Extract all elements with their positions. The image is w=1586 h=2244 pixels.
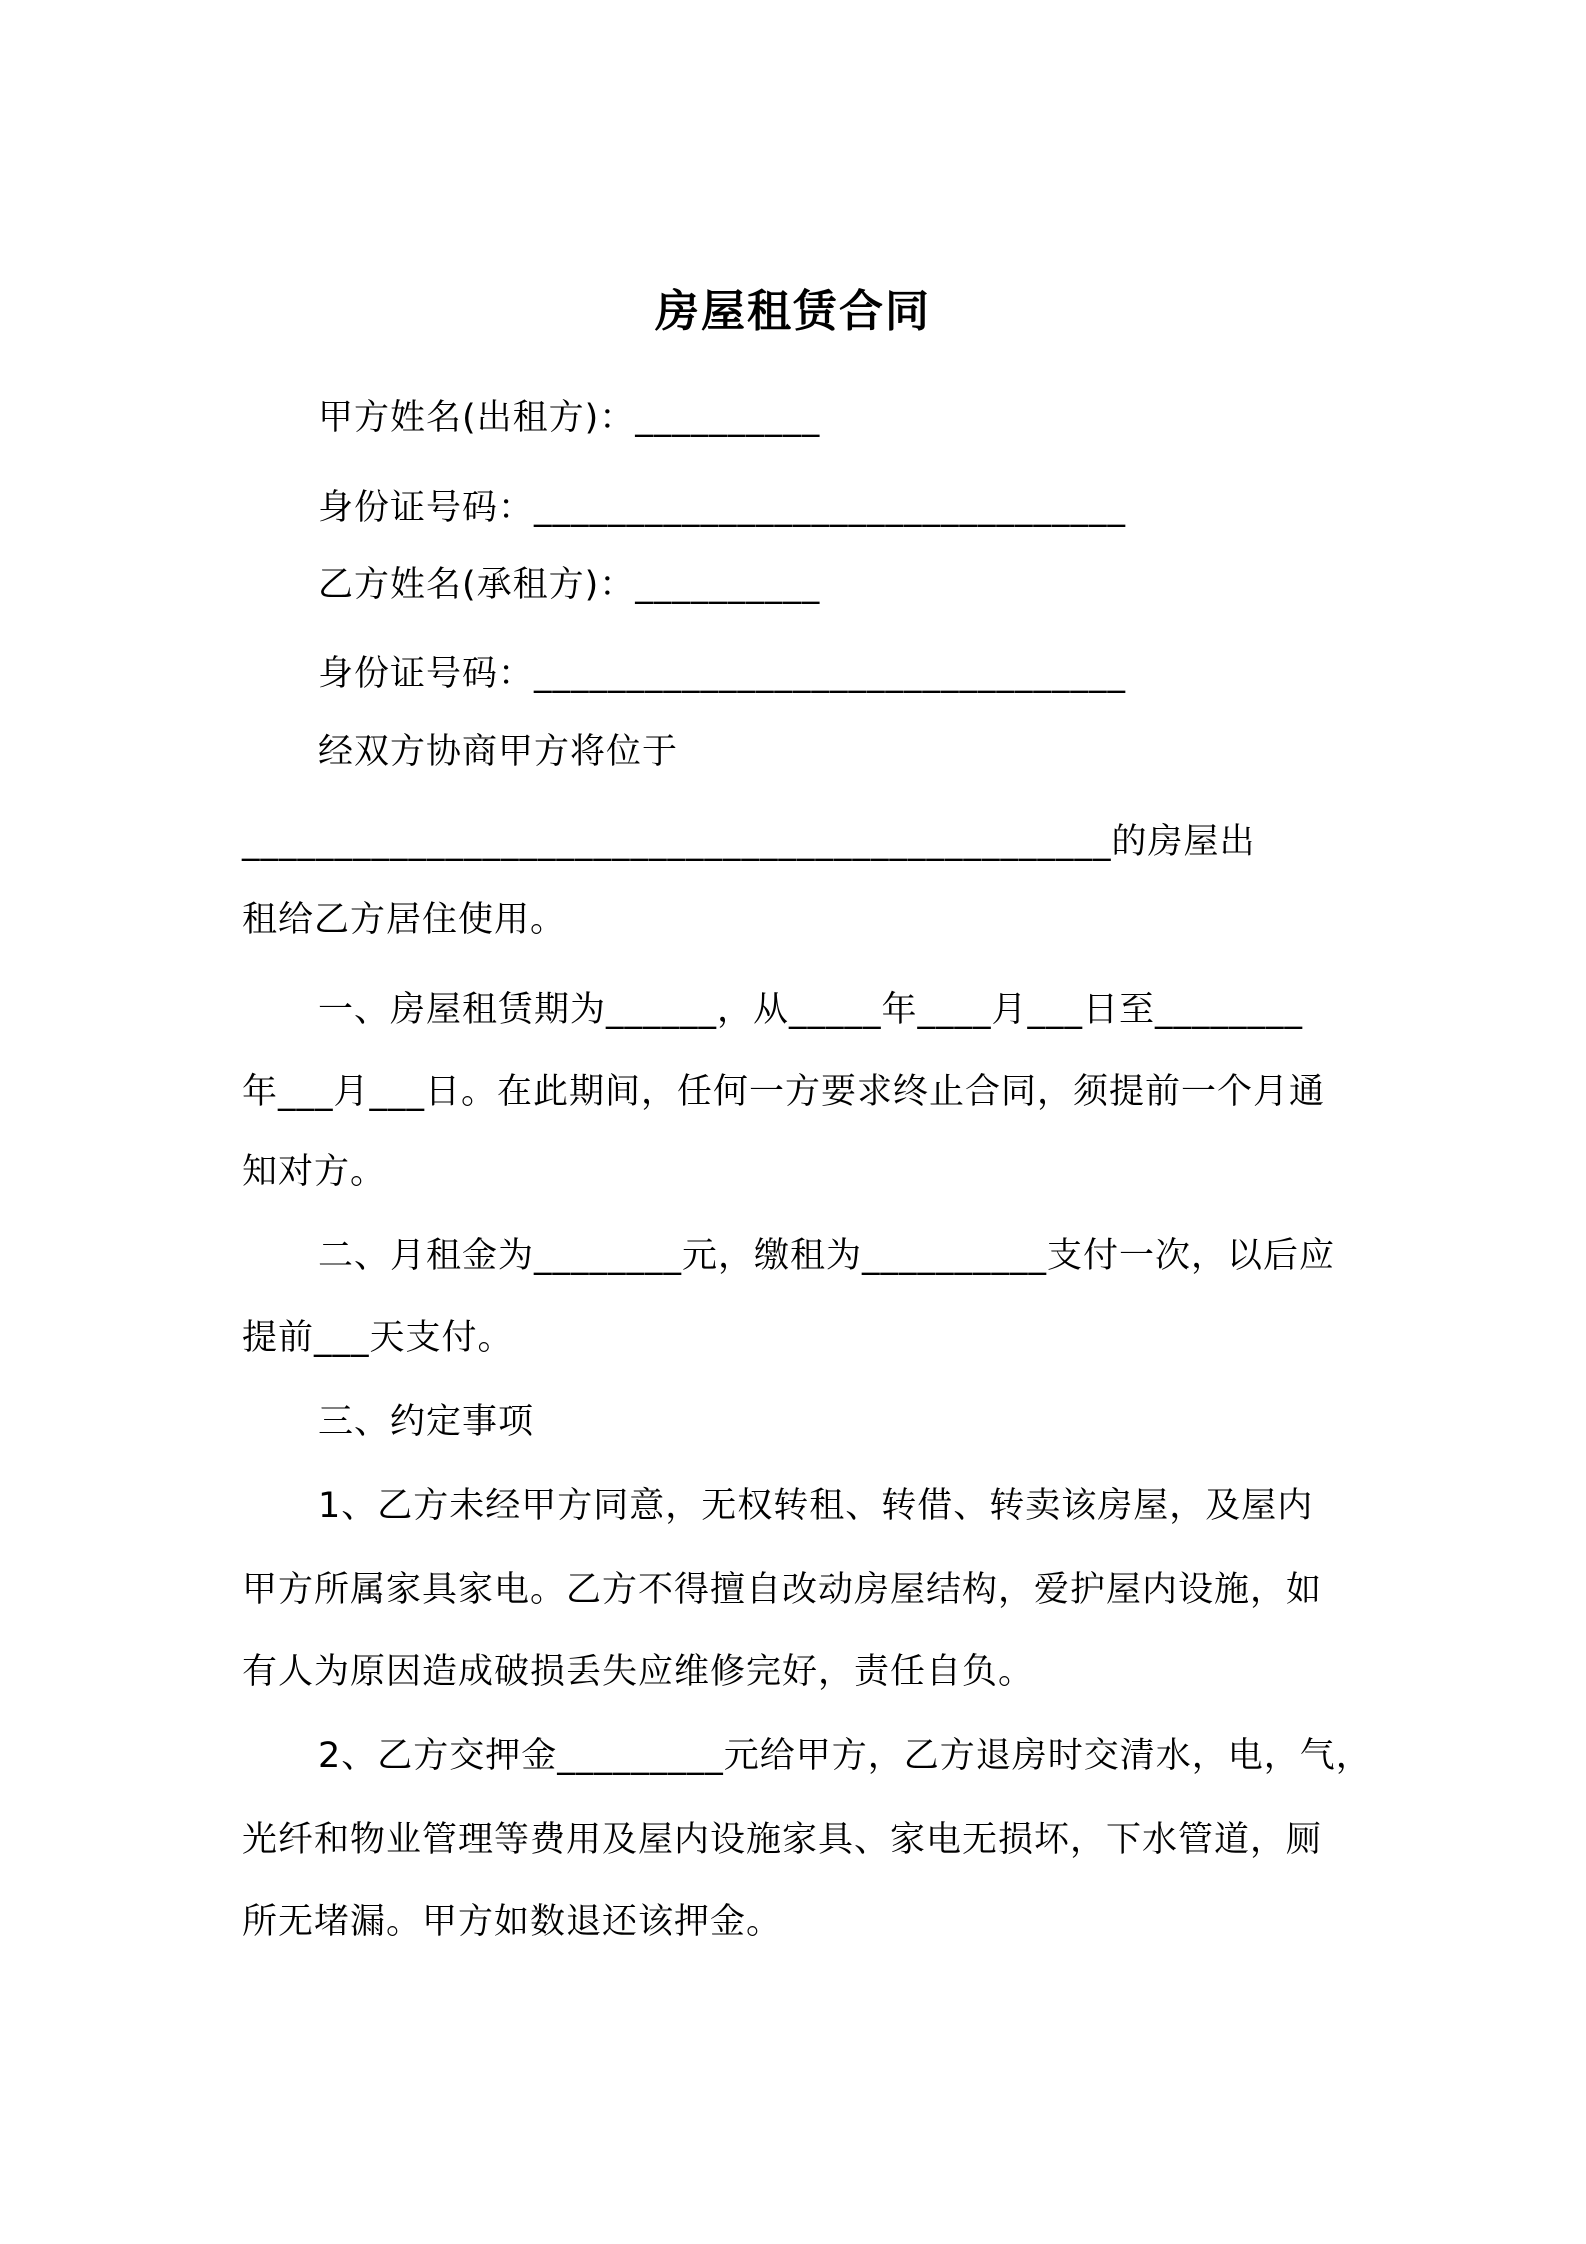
document-title: 房屋租赁合同	[655, 286, 931, 337]
item-2-line-3: 所无堵漏。甲方如数退还该押金。	[242, 1902, 783, 1942]
intro-line-1: 经双方协商甲方将位于	[318, 732, 679, 772]
landlord-name-line: 甲方姓名(出租方)：__________	[318, 398, 821, 438]
item-1-line-1: 1、乙方未经甲方同意，无权转租、转借、转卖该房屋，及屋内	[318, 1486, 1314, 1526]
intro-line-3: 租给乙方居住使用。	[242, 900, 567, 940]
clause-1-line-3: 知对方。	[242, 1152, 387, 1192]
item-1-line-2: 甲方所属家具家电。乙方不得擅自改动房屋结构，爱护屋内设施，如	[242, 1570, 1323, 1610]
tenant-name-line: 乙方姓名(承租方)：__________	[318, 565, 821, 605]
clause-1-line-1: 一、房屋租赁期为______，从_____年____月___日至________	[318, 990, 1304, 1030]
item-2-line-1: 2、乙方交押金_________元给甲方，乙方退房时交清水，电，气，	[318, 1736, 1372, 1776]
item-2-line-2: 光纤和物业管理等费用及屋内设施家具、家电无损坏，下水管道，厕	[242, 1820, 1323, 1860]
item-1-line-3: 有人为原因造成破损丢失应维修完好，责任自负。	[242, 1652, 1035, 1692]
intro-line-2: _______________________________________________的房屋出	[242, 822, 1256, 862]
landlord-id-line: 身份证号码：________________________________	[318, 488, 1127, 528]
clause-2-line-1: 二、月租金为________元，缴租为__________支付一次，以后应	[318, 1236, 1336, 1276]
tenant-id-line: 身份证号码：________________________________	[318, 654, 1127, 694]
clause-3-heading: 三、约定事项	[318, 1402, 535, 1442]
clause-2-line-2: 提前___天支付。	[242, 1318, 514, 1358]
clause-1-line-2: 年___月___日。在此期间，任何一方要求终止合同，须提前一个月通	[242, 1072, 1326, 1112]
